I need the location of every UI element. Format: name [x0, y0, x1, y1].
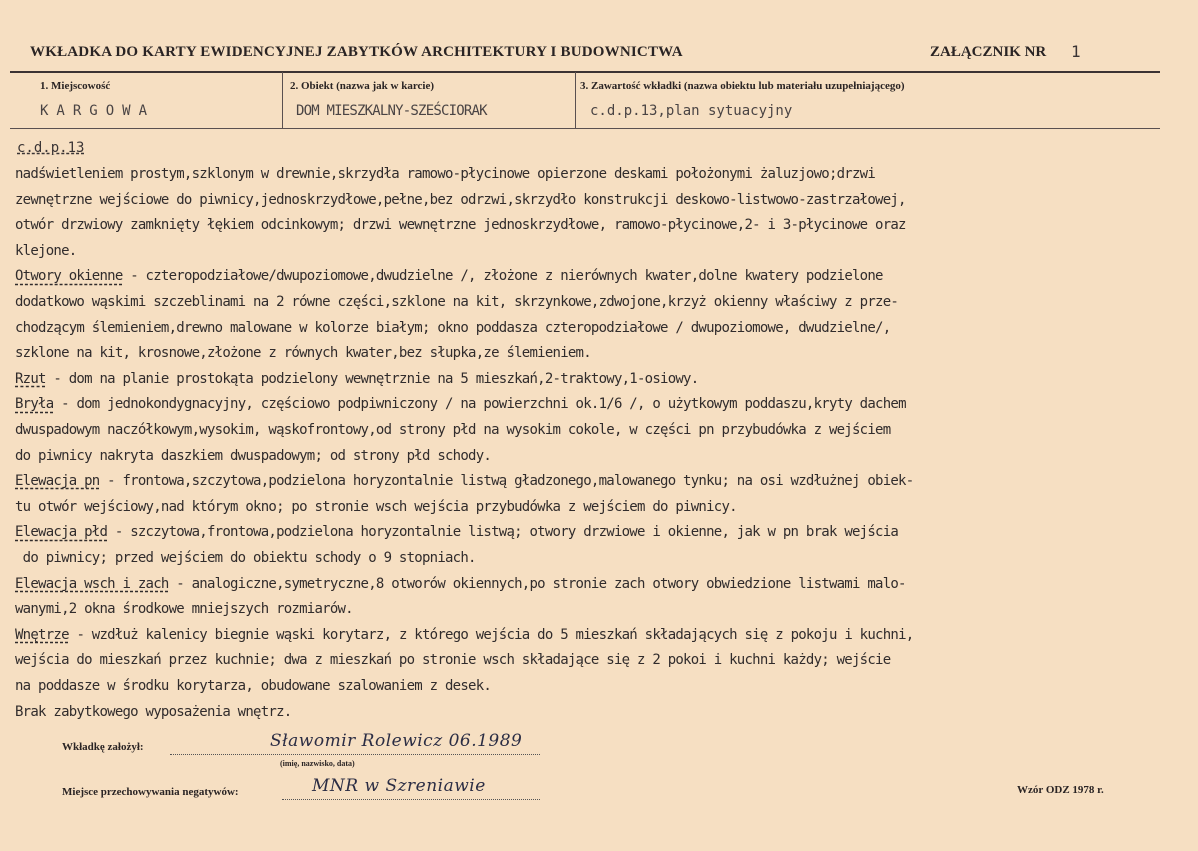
author-label: Wkładkę założył: — [62, 741, 144, 753]
description-line — [15, 422, 890, 438]
line-text: dodatkowo wąskimi szczeblinami na 2 równe części,szklone na kit, skrzynkowe,zdwojone,krzyż okienny właściwy z prze- — [15, 294, 899, 310]
section-heading: Bryła — [15, 396, 54, 413]
section-heading: Elewacja płd — [15, 524, 108, 541]
town-value: KARGOWA — [40, 103, 156, 119]
fields-rule — [10, 128, 1160, 129]
description-line — [15, 499, 737, 515]
negatives-dotted-line — [282, 799, 540, 800]
description-line — [15, 473, 913, 489]
line-text: wanymi,2 okna środkowe mniejszych rozmiarów. — [15, 601, 353, 618]
author-caption: (imię, nazwisko, data) — [280, 759, 355, 768]
description-line — [15, 576, 906, 592]
author-dotted-line — [170, 754, 540, 755]
section-heading: Rzut — [15, 370, 46, 387]
column-separator — [282, 72, 283, 128]
description-line — [15, 550, 476, 566]
line-text: dwuspadowym naczółkowym,wysokim, wąskofrontowy,od strony płd na wysokim cokole, w części pn przybudówka z wejściem — [15, 422, 891, 438]
form-title: WKŁADKA DO KARTY EWIDENCYJNEJ ZABYTKÓW ARCHITEKTURY I BUDOWNICTWA — [30, 44, 683, 60]
object-label: 2. Obiekt (nazwa jak w karcie) — [290, 80, 435, 92]
description-line — [15, 345, 591, 361]
description-line — [15, 524, 898, 540]
line-text: Brak zabytkowego wyposażenia wnętrz. — [15, 703, 292, 720]
column-separator — [575, 72, 576, 128]
line-text: wejścia do mieszkań przez kuchnie; dwa z mieszkań po stronie wsch składające się z 2 pokoi i kuchni każdy; wejście — [15, 652, 891, 669]
line-text: - analogiczne,symetryczne,8 otworów okiennych,po stronie zach otwory obwiedzione listwami malo- — [168, 575, 906, 592]
negatives-label: Miejsce przechowywania negatywów: — [62, 786, 239, 798]
line-text: otwór drzwiowy zamknięty łękiem odcinkowym; drzwi wewnętrzne jednoskrzydłowe, ramowo-płycinowe,2- i 3-płycinowe oraz — [15, 217, 906, 234]
section-heading: Otwory okienne — [15, 268, 123, 285]
line-text: na poddasze w środku korytarza, obudowane szalowaniem z desek. — [15, 678, 492, 694]
line-text: - dom na planie prostokąta podzielony wewnętrznie na 5 mieszkań,2-traktowy,1-osiowy. — [45, 370, 699, 387]
town-label: 1. Miejscowość — [40, 80, 111, 92]
header-rule — [10, 71, 1160, 73]
section-heading: Wnętrze — [15, 626, 69, 643]
description-line — [15, 268, 883, 284]
description-line — [15, 704, 291, 720]
description-line — [15, 243, 76, 259]
continuation-reference: c.d.p.13 — [17, 140, 85, 156]
line-text: - dom jednokondygnacyjny, częściowo podpiwniczony / na powierzchni ok.1/6 /, o użytkowym poddaszu,kryty dachem — [53, 396, 906, 413]
description-line — [15, 396, 906, 412]
line-text: do piwnicy nakryta daszkiem dwuspadowym; od strony płd schody. — [15, 447, 492, 464]
line-text: szklone na kit, krosnowe,złożone z równych kwater,bez słupka,ze ślemieniem. — [15, 345, 591, 362]
description-line — [15, 601, 353, 617]
line-text: do piwnicy; przed wejściem do obiektu schody o 9 stopniach. — [15, 550, 476, 566]
form-model: Wzór ODZ 1978 r. — [1017, 784, 1104, 796]
line-text: zewnętrzne wejściowe do piwnicy,jednoskrzydłowe,pełne,bez odrzwi,skrzydło konstrukcji deskowo-listwowo-zastrzałowej, — [15, 191, 906, 208]
line-text: - wzdłuż kalenicy biegnie wąski korytarz, z którego wejścia do 5 mieszkań składających się z pokoju i kuchni, — [68, 626, 914, 643]
description-line — [15, 678, 491, 694]
line-text: - szczytowa,frontowa,podzielona horyzontalnie listwą; otwory drzwiowe i okienne, jak w pn brak wejścia — [107, 524, 899, 541]
object-value: DOM MIESZKALNY-SZEŚCIORAK — [296, 103, 487, 119]
line-text: tu otwór wejściowy,nad którym okno; po stronie wsch wejścia przybudówka z wejściem do piwnicy. — [15, 498, 737, 515]
description-line — [15, 166, 875, 182]
content-value: c.d.p.13,plan sytuacyjny — [590, 103, 793, 119]
line-text: klejone. — [15, 242, 77, 259]
description-line — [15, 371, 698, 387]
content-label: 3. Zawartość wkładki (nazwa obiektu lub materiału uzupełniającego) — [580, 80, 905, 92]
line-text: - czteropodziałowe/dwupoziomowe,dwudzielne /, złożone z nierównych kwater,dolne kwatery podzielone — [122, 268, 883, 285]
description-line — [15, 192, 906, 208]
description-line — [15, 448, 491, 464]
negatives-location: MNR w Szreniawie — [312, 776, 486, 796]
section-heading: Elewacja pn — [15, 473, 100, 490]
author-signature: Sławomir Rolewicz 06.1989 — [270, 731, 523, 751]
description-line — [15, 652, 890, 668]
description-line — [15, 294, 898, 310]
line-text: nadświetleniem prostym,szklonym w drewnie,skrzydła ramowo-płycinowe opierzone deskami położonymi żaluzjowo;drzwi — [15, 166, 876, 182]
description-line — [15, 320, 890, 336]
description-line — [15, 627, 913, 643]
description-line — [15, 217, 906, 233]
line-text: - frontowa,szczytowa,podzielona horyzontalnie listwą gładzonego,malowanego tynku; na osi wzdłużnej obiek- — [99, 473, 914, 490]
annex-label: ZAŁĄCZNIK NR — [930, 44, 1047, 60]
section-heading: Elewacja wsch i zach — [15, 575, 169, 592]
annex-number: 1 — [1071, 42, 1081, 61]
line-text: chodzącym ślemieniem,drewno malowane w kolorze białym; okno poddasza czteropodziałowe / dwupoziomowe, dwudzielne/, — [15, 319, 891, 336]
